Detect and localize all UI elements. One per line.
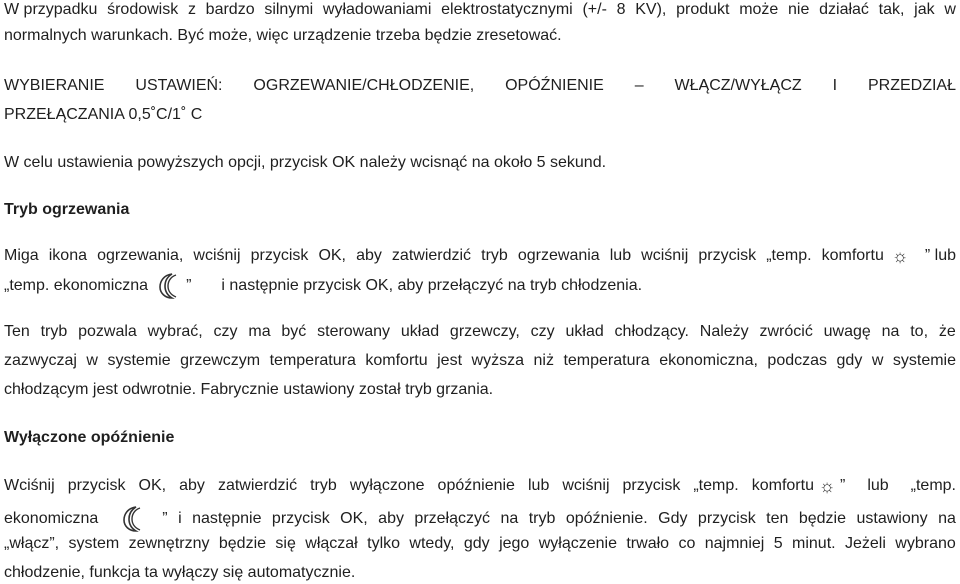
word: wyłączenie xyxy=(538,535,617,552)
word: wyłączone xyxy=(349,477,425,494)
word: może xyxy=(739,1,779,18)
word: OK, xyxy=(138,477,167,494)
word: – xyxy=(634,77,644,94)
p6-line2-start: ekonomiczna xyxy=(4,510,99,527)
word: I xyxy=(832,77,838,94)
word: lub xyxy=(527,477,550,494)
word: KV), xyxy=(635,1,667,18)
word: wybrano xyxy=(895,535,956,552)
word: OGRZEWANIE/CHŁODZENIE, xyxy=(253,77,475,94)
word: minut. xyxy=(792,535,836,552)
word: aby xyxy=(378,510,404,527)
word: WŁĄCZ/WYŁĄCZ xyxy=(674,77,802,94)
word: czy xyxy=(213,323,238,340)
p4-line2-rest: i następnie przycisk OK, aby przełączyć na tryb chłodzenia. xyxy=(221,277,643,294)
word: tryb xyxy=(528,510,556,527)
p6-line2 xyxy=(4,505,956,533)
word: wyładowaniami xyxy=(322,1,432,18)
p4-line1-words xyxy=(4,246,884,266)
word: przełączyć xyxy=(414,510,490,527)
word: ogrzewania, xyxy=(97,247,184,264)
word: „temp. xyxy=(693,477,739,494)
word: sterowany xyxy=(317,323,391,340)
word: w xyxy=(944,1,956,18)
word: trwało xyxy=(626,535,670,552)
word: Jeżeli xyxy=(844,535,886,552)
word: zatwierdzić xyxy=(391,247,472,264)
word: OPÓŹNIENIE xyxy=(505,77,604,94)
p6-line1-words xyxy=(4,476,814,496)
word: na xyxy=(938,510,956,527)
p3-text: W celu ustawienia powyższych opcji, przycisk OK należy wcisnąć na około 5 sekund. xyxy=(4,154,607,171)
word: włączał xyxy=(305,535,358,552)
word: ekonomiczna, xyxy=(659,352,758,369)
word: opóźnienie. xyxy=(565,510,648,527)
p4-line2-end: ” xyxy=(186,277,192,294)
p2-line1 xyxy=(4,76,956,96)
word: gdy xyxy=(836,352,863,369)
word: (+/- xyxy=(582,1,607,18)
word: na xyxy=(881,323,900,340)
word: lub xyxy=(609,247,632,264)
word: wciśnij xyxy=(562,477,610,494)
word: to, xyxy=(910,323,929,340)
word: Gdy xyxy=(658,510,688,527)
word: ikona xyxy=(48,247,87,264)
word: przycisk xyxy=(698,247,757,264)
word: tryb xyxy=(481,247,508,264)
word: wciśnij xyxy=(641,247,689,264)
word: ustawiony xyxy=(856,510,928,527)
word: 8 xyxy=(616,1,626,18)
word: nie xyxy=(788,1,810,18)
word: będzie xyxy=(218,535,267,552)
p1-line2: normalnych warunkach. Być może, więc urządzenie trzeba będzie zresetować. xyxy=(4,27,562,44)
word: co xyxy=(678,535,696,552)
word: komfortu xyxy=(821,247,884,264)
p4-line1 xyxy=(4,246,956,266)
p1-line1 xyxy=(4,0,956,20)
p5-line3: chłodzącym jest odwrotnie. Fabrycznie ustawiony został tryb grzania. xyxy=(4,381,494,398)
word: temperatura xyxy=(563,352,650,369)
word: na xyxy=(500,510,519,527)
p6-line1 xyxy=(4,476,956,496)
word: PRZEDZIAŁ xyxy=(867,77,956,94)
word: jego xyxy=(499,535,530,552)
word: ma xyxy=(248,323,271,340)
word: jak xyxy=(914,1,935,18)
word: ” xyxy=(162,510,168,527)
word: przycisk xyxy=(67,477,126,494)
p4-line2-start: „temp. ekonomiczna xyxy=(4,277,149,294)
word: Miga xyxy=(4,247,39,264)
word: jest xyxy=(437,352,463,369)
word: systemie xyxy=(892,352,956,369)
word: produkt xyxy=(676,1,730,18)
word: systemie xyxy=(107,352,171,369)
word: w xyxy=(86,352,98,369)
word: przycisk xyxy=(250,247,309,264)
p5-line1 xyxy=(4,322,956,342)
word: wybrać, xyxy=(147,323,203,340)
word: OK, xyxy=(318,247,346,264)
word: tryb xyxy=(40,323,68,340)
word: pozwala xyxy=(78,323,137,340)
word: opóźnienie xyxy=(437,477,515,494)
word: tylko xyxy=(367,535,401,552)
word: czy xyxy=(530,323,555,340)
sun-icon: ☼ xyxy=(891,246,909,266)
word: układ xyxy=(565,323,604,340)
p6-line2-rest xyxy=(162,509,956,529)
word: aby xyxy=(356,247,382,264)
word: uwagę xyxy=(823,323,871,340)
p2-line2: PRZEŁĄCZANIA 0,5˚C/1˚ C xyxy=(4,106,203,123)
p6-line1-end xyxy=(840,476,956,496)
word: „temp. xyxy=(910,477,956,494)
word: OK, xyxy=(340,510,368,527)
word: wtedy, xyxy=(409,535,455,552)
word: Ten xyxy=(4,323,30,340)
word: bardzo xyxy=(205,1,255,18)
word: przycisk xyxy=(271,510,330,527)
word: podczas xyxy=(767,352,828,369)
word: niż xyxy=(533,352,554,369)
word: „włącz”, xyxy=(4,535,60,552)
p6-line3 xyxy=(4,534,956,554)
word: i xyxy=(178,510,182,527)
word: zazwyczaj xyxy=(4,352,77,369)
word: system xyxy=(68,535,120,552)
sun-icon: ☼ xyxy=(818,476,836,496)
word: gdy xyxy=(463,535,490,552)
word: „temp. xyxy=(766,247,812,264)
p4-line1-end: ” lub xyxy=(924,247,956,264)
p4-line2 xyxy=(4,272,956,300)
word: 5 xyxy=(773,535,783,552)
word: w xyxy=(871,352,884,369)
word: wciśnij xyxy=(193,247,241,264)
word: ten xyxy=(766,510,789,527)
word: się xyxy=(275,535,296,552)
word: WYBIERANIE xyxy=(4,77,105,94)
moon-icon xyxy=(156,272,182,300)
word: następnie xyxy=(192,510,262,527)
moon-icon xyxy=(120,505,146,533)
word: tak, xyxy=(878,1,905,18)
word: przycisk xyxy=(622,477,681,494)
word: chłodzący. xyxy=(614,323,689,340)
word: zatwierdzić xyxy=(217,477,298,494)
word: ogrzewania xyxy=(517,247,600,264)
word: ” xyxy=(840,477,846,494)
word: układ xyxy=(400,323,440,340)
word: działać xyxy=(819,1,869,18)
word: tryb xyxy=(310,477,337,494)
word: z xyxy=(187,1,196,18)
word: najmniej xyxy=(704,535,765,552)
word: W przypadku xyxy=(4,1,98,18)
word: aby xyxy=(179,477,205,494)
word: elektrostatycznymi xyxy=(441,1,573,18)
word: grzewczy, xyxy=(449,323,520,340)
word: będzie xyxy=(798,510,847,527)
word: przycisk xyxy=(697,510,756,527)
p6-line4: chłodzenie, funkcja ta wyłączy się automatycznie. xyxy=(4,564,356,581)
word: grzewczym xyxy=(180,352,261,369)
word: wyższa xyxy=(471,352,524,369)
word: zewnętrzny xyxy=(128,535,210,552)
word: że xyxy=(938,323,956,340)
word: komfortu xyxy=(365,352,428,369)
p5-line2 xyxy=(4,351,956,371)
word: Wciśnij xyxy=(4,477,55,494)
word: być xyxy=(281,323,307,340)
word: temperatura xyxy=(269,352,356,369)
word: środowisk xyxy=(107,1,179,18)
heading-heating-mode: Tryb ogrzewania xyxy=(4,201,130,218)
word: zwrócić xyxy=(759,323,813,340)
heading-delay-off: Wyłączone opóźnienie xyxy=(4,429,175,446)
word: lub xyxy=(867,477,889,494)
word: komfortu xyxy=(751,477,814,494)
word: USTAWIEŃ: xyxy=(135,77,223,94)
word: Należy xyxy=(699,323,749,340)
word: silnymi xyxy=(264,1,314,18)
